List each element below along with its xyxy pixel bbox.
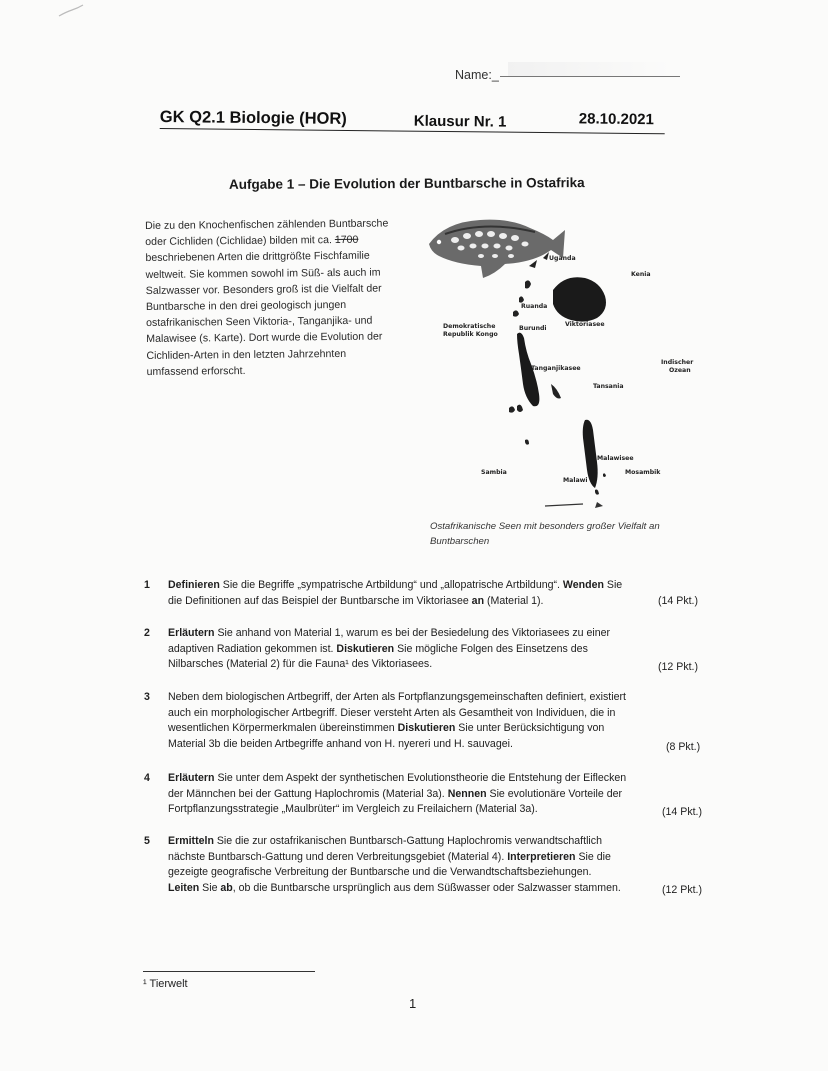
header-rule <box>160 128 665 134</box>
task-body <box>168 834 668 896</box>
map-label-viktoriasee: Viktoriasee <box>565 321 605 328</box>
map-label-mosambik: Mosambik <box>625 469 661 476</box>
cichlid-fish-icon <box>429 220 565 278</box>
task-body <box>168 626 638 673</box>
struck-number: 1700 <box>334 233 359 247</box>
task-title: Aufgabe 1 – Die Evolution der Buntbarsche in Ostafrika <box>228 175 585 192</box>
map-label-burundi: Burundi <box>519 325 547 332</box>
intro-line: Buntbarsche in den drei geologisch jungen <box>145 298 347 314</box>
intro-line: weltweit. Sie kommen sowohl im Süß- als auch im <box>145 266 381 281</box>
intro-line: Salzwasser vor. Besonders groß ist die Vielfalt der <box>145 282 382 297</box>
map-label-uganda: Uganda <box>549 255 576 262</box>
task-line: adaptiven Radiation gekommen ist. Diskutieren Sie mögliche Folgen des Einsetzens des <box>168 642 588 655</box>
redacted-name <box>508 62 668 76</box>
map-caption: Ostafrikanische Seen mit besonders großer Vielfalt an Buntbarschen <box>430 521 660 547</box>
task-points: (14 Pkt.) <box>662 806 703 818</box>
task-line: Neben dem biologischen Artbegriff, der Arten als Fortpflanzungsgemeinschaften definiert, existiert <box>168 691 626 703</box>
task-line: Definieren Sie die Begriffe „sympatrische Artbildung“ und „allopatrische Artbildung“. Wenden Sie <box>168 579 623 591</box>
task-line: auch ein morphologischer Artbegriff. Dieser versteht Arten als Gesamtheit von Individuen, die in <box>168 706 616 719</box>
page-number: 1 <box>409 996 417 1011</box>
intro-line: umfassend erforscht. <box>146 364 246 378</box>
task-line: die Definitionen auf das Beispiel der Buntbarsche im Viktoriasee an (Material 1). <box>168 594 544 607</box>
footnote-rule <box>143 971 315 972</box>
task-points: (14 Pkt.) <box>658 595 699 607</box>
task-body <box>168 771 668 818</box>
footnote: ¹ Tierwelt <box>143 978 188 990</box>
exam-number: Klausur Nr. 1 <box>413 112 507 131</box>
map-label-malawi: Malawi <box>563 477 588 484</box>
task-points: (12 Pkt.) <box>662 884 703 896</box>
task-points: (12 Pkt.) <box>658 661 699 673</box>
east-africa-lakes-map <box>425 212 694 512</box>
task-line: Fortpflanzungsstrategie „Maulbrüter“ im Vergleich zu Freilaichern (Material 3a). <box>168 803 538 816</box>
lake-victoria <box>553 277 606 321</box>
course-title: GK Q2.1 Biologie (HOR) <box>159 107 347 128</box>
map-label-ruanda: Ruanda <box>521 303 548 310</box>
intro-line: ostafrikanischen Seen Viktoria-, Tanganjika- und <box>146 314 373 330</box>
exam-header <box>160 102 670 137</box>
scan-mark-icon <box>58 4 84 18</box>
task-line: Erläutern Sie anhand von Material 1, warum es bei der Besiedelung des Viktoriasees zu einer <box>168 627 611 639</box>
task-line: Material 3b die beiden Artbegriffe anhand von H. nyereri und H. sauvagei. <box>168 737 513 750</box>
task-line: der Männchen bei der Gattung Haplochromis (Material 3a). Nennen Sie evolutionäre Vorteile der <box>168 787 623 800</box>
task-number: 2 <box>144 627 150 639</box>
exam-date: 28.10.2021 <box>578 110 655 129</box>
intro-line: Cichliden-Arten in den letzten Jahrzehnten <box>146 347 347 362</box>
task-line: Erläutern Sie unter dem Aspekt der synthetischen Evolutionstheorie die Entstehung der Eiflecken <box>168 772 627 784</box>
task-line: Nilbarsches (Material 2) für die Fauna¹ des Viktoriasees. <box>168 658 433 671</box>
task-number: 4 <box>144 772 150 784</box>
map-label-drc-2: Republik Kongo <box>443 331 498 338</box>
task-line: gezeigte geografische Verbreitung der Buntbarsche und die Verwandtschaftsbeziehungen. <box>168 866 592 879</box>
task-body <box>168 690 678 752</box>
task-number: 1 <box>144 579 150 591</box>
map-label-kenia: Kenia <box>631 271 651 278</box>
name-line <box>500 76 680 77</box>
task-body <box>168 578 638 609</box>
map-label-tanganjikasee: Tanganjikasee <box>531 365 581 372</box>
task-line: Leiten Sie ab, ob die Buntbarsche ursprünglich aus dem Süßwasser oder Salzwasser stammen. <box>168 881 621 894</box>
intro-line: Malawisee (s. Karte). Dort wurde die Evolution der <box>146 330 383 346</box>
task-number: 3 <box>144 691 150 703</box>
name-label: Name:_ <box>455 68 499 82</box>
task-line: wesentlichen Körpermerkmalen übereinstimmen Diskutieren Sie unter Berücksichtigung von <box>168 722 605 735</box>
map-label-malawisee: Malawisee <box>597 455 634 462</box>
map-label-ozean-1: Indischer <box>661 359 694 366</box>
task-points: (8 Pkt.) <box>666 741 701 753</box>
task-line: Ermitteln Sie die zur ostafrikanischen Buntbarsch-Gattung Haplochromis verwandtschaftlich <box>168 835 602 847</box>
intro-text <box>145 215 409 380</box>
task-line: nächste Buntbarsch-Gattung und deren Verbreitungsgebiet (Material 4). Interpretieren Sie die <box>168 850 611 863</box>
map-label-drc-1: Demokratische <box>443 323 496 330</box>
map-label-ozean-2: Ozean <box>669 367 691 374</box>
intro-line: oder Cichliden (Cichlidae) bilden mit ca. 1700 <box>145 233 359 249</box>
map-label-sambia: Sambia <box>481 469 507 476</box>
intro-line: Die zu den Knochenfischen zählenden Buntbarsche <box>145 217 389 232</box>
task-number: 5 <box>144 835 150 847</box>
intro-line: beschriebenen Arten die drittgrößte Fischfamilie <box>145 250 370 265</box>
map-label-tansania: Tansania <box>593 383 624 390</box>
